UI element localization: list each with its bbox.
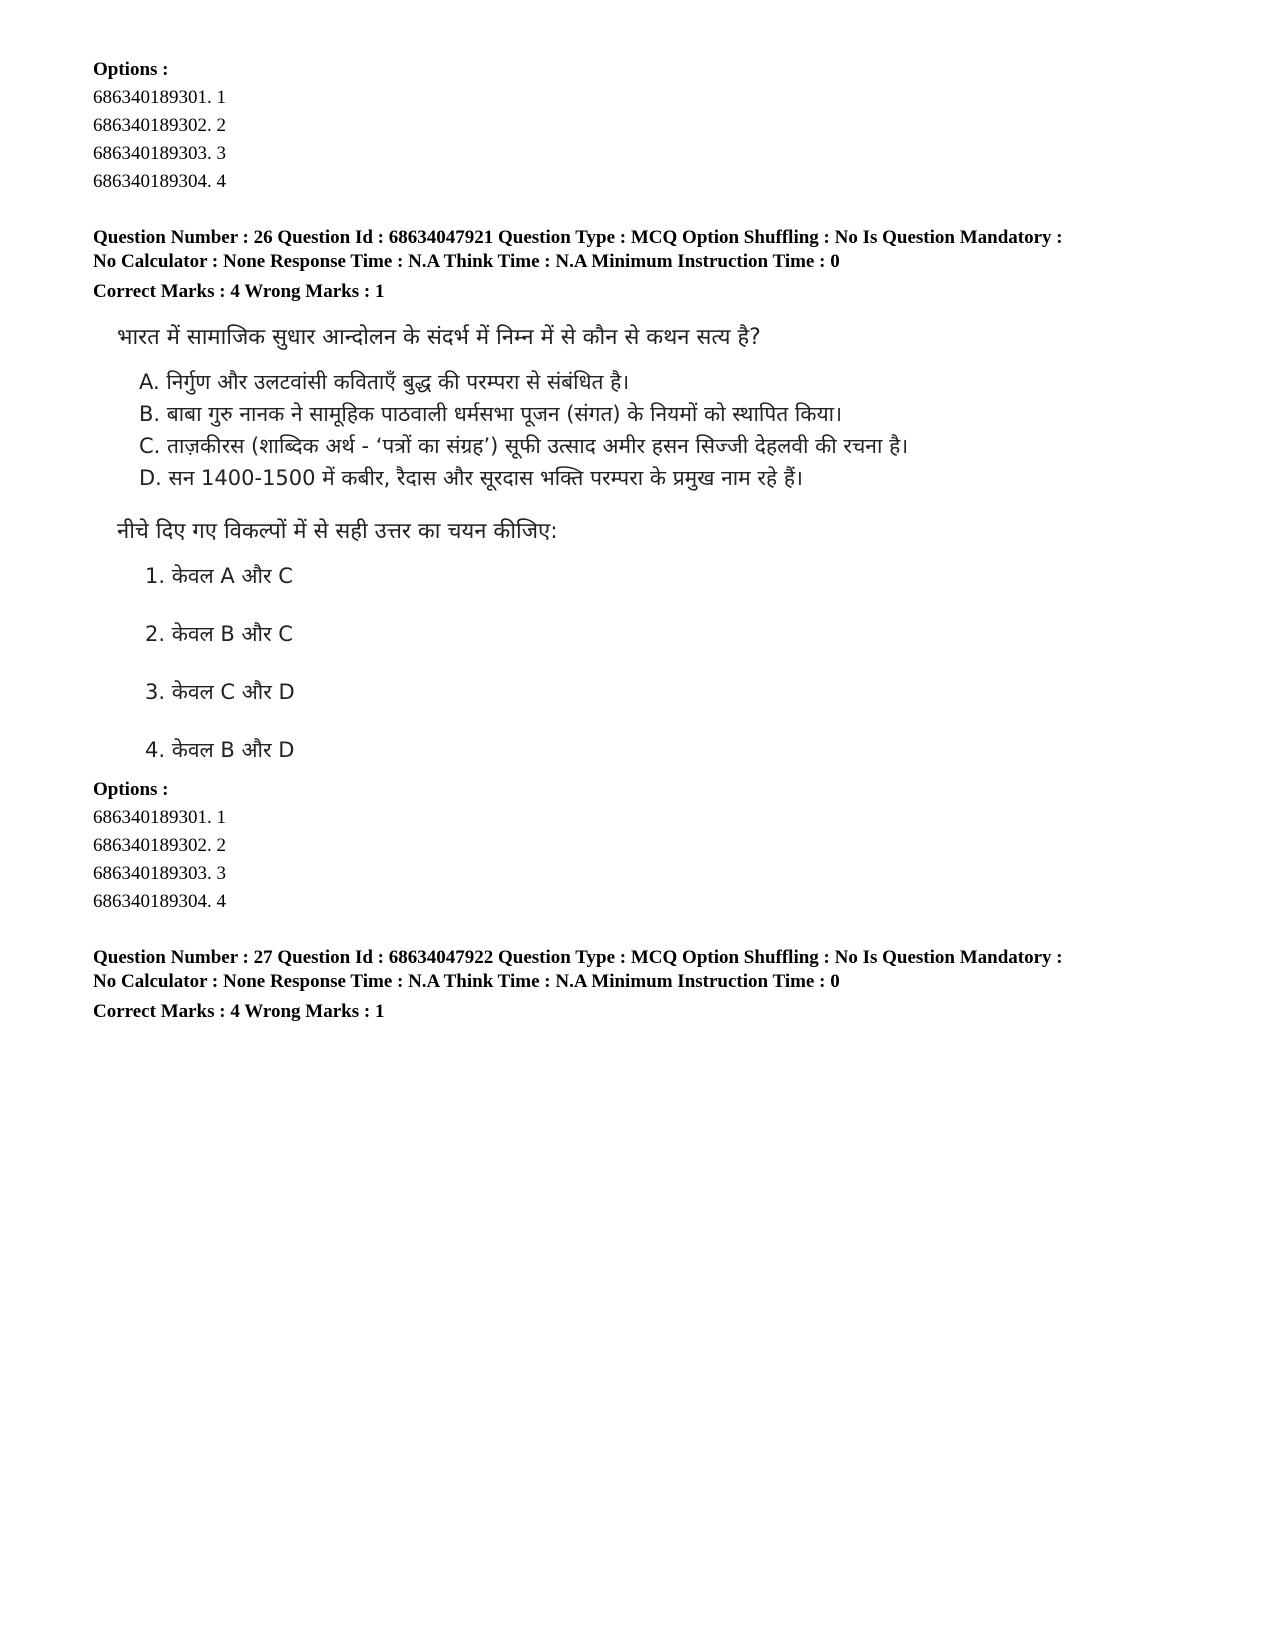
choice-2: 2. केवल B और C <box>145 622 293 646</box>
choice-3: 3. केवल C और D <box>145 680 295 704</box>
option-item: 686340189304. 4 <box>93 171 226 192</box>
question-stem: भारत में सामाजिक सुधार आन्दोलन के संदर्भ में निम्न में से कौन से कथन सत्य है? <box>117 325 761 350</box>
question-marks: Correct Marks : 4 Wrong Marks : 1 <box>93 281 385 302</box>
choice-1: 1. केवल A और C <box>145 564 293 588</box>
statement-b: B. बाबा गुरु नानक ने सामूहिक पाठवाली धर्मसभा पूजन (संगत) के नियमों को स्थापित किया। <box>139 402 843 426</box>
option-item: 686340189302. 2 <box>93 115 226 136</box>
question-meta-line2: No Calculator : None Response Time : N.A Think Time : N.A Minimum Instruction Time : 0 <box>93 971 840 992</box>
question-26 <box>93 226 1193 916</box>
statement-a: A. निर्गुण और उलटवांसी कविताएँ बुद्ध की परम्परा से संबंधित है। <box>139 370 630 394</box>
question-content <box>117 322 1193 766</box>
statement-c: C. ताज़कीरस (शाब्दिक अर्थ - ‘पत्रों का संग्रह’) सूफी उत्साद अमीर हसन सिज्जी देहलवी की रचना है। <box>139 434 909 458</box>
question-instruction: नीचे दिए गए विकल्पों में से सही उत्तर का चयन कीजिए: <box>117 519 558 544</box>
options-block-previous <box>93 56 1193 196</box>
choice-list <box>117 560 1193 766</box>
question-meta-line1: Question Number : 27 Question Id : 68634047922 Question Type : MCQ Option Shuffling : No Is Question Mandatory : <box>93 947 1063 968</box>
question-meta-line2: No Calculator : None Response Time : N.A Think Time : N.A Minimum Instruction Time : 0 <box>93 251 840 272</box>
document-page <box>93 56 1193 1026</box>
question-marks: Correct Marks : 4 Wrong Marks : 1 <box>93 1001 385 1022</box>
statement-d: D. सन 1400-1500 में कबीर, रैदास और सूरदास भक्ति परम्परा के प्रमुख नाम रहे हैं। <box>139 466 803 490</box>
question-27 <box>93 946 1193 1026</box>
option-item: 686340189304. 4 <box>93 891 226 912</box>
options-heading: Options : <box>93 779 169 800</box>
option-item: 686340189303. 3 <box>93 863 226 884</box>
options-block-q26 <box>93 776 1193 916</box>
options-heading: Options : <box>93 59 169 80</box>
choice-4: 4. केवल B और D <box>145 738 295 762</box>
option-item: 686340189301. 1 <box>93 807 226 828</box>
option-item: 686340189302. 2 <box>93 835 226 856</box>
question-meta-line1: Question Number : 26 Question Id : 68634047921 Question Type : MCQ Option Shuffling : No Is Question Mandatory : <box>93 227 1063 248</box>
option-item: 686340189303. 3 <box>93 143 226 164</box>
option-item: 686340189301. 1 <box>93 87 226 108</box>
